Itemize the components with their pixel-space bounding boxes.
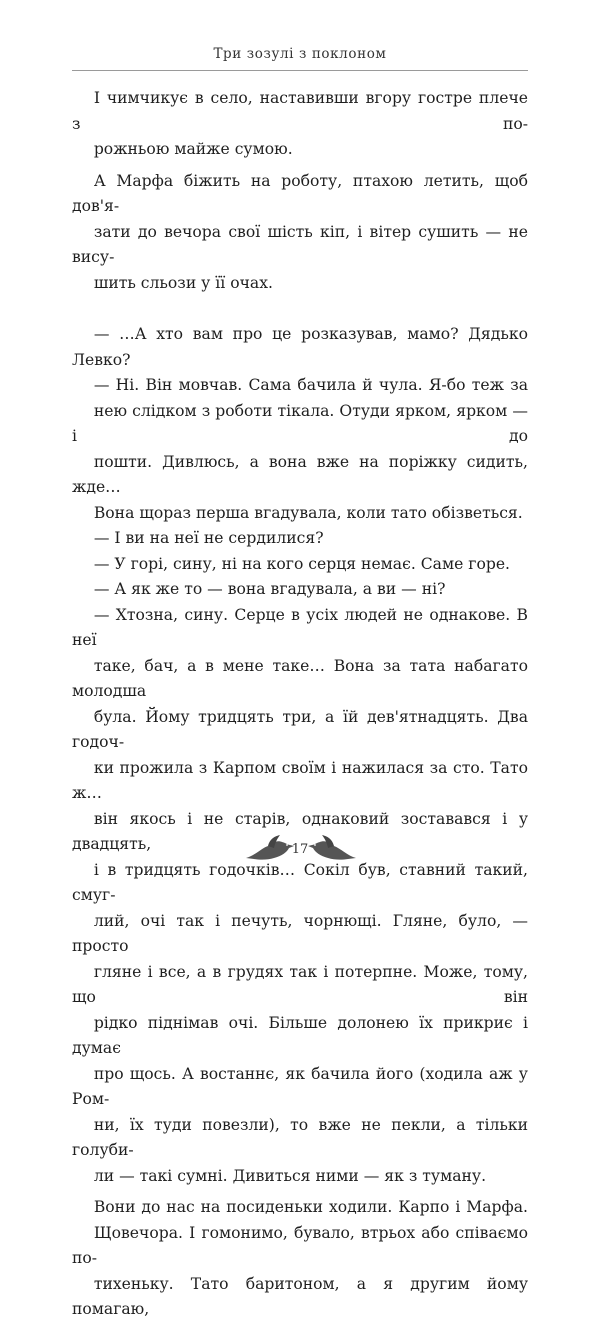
text-line: — А як же то — вона вгадувала, а ви — ні? <box>93 580 446 598</box>
text-line: шить сльози у її очах. <box>93 273 273 292</box>
text-line: таке, бач, а в мене таке… Вона за тата набагато молодша <box>72 656 528 700</box>
text-line: він якось і не старів, однаковий зоставався і у двадцять, <box>72 809 528 853</box>
text-line: пошти. Дивлюсь, а вона вже на поріжку сидить, жде… <box>72 452 528 496</box>
text-line: — Хтозна, сину. Серце в усіх людей не однакове. В неї <box>72 605 528 649</box>
text-line: рідко піднімав очі. Більше долонею їх прикриє і думає <box>72 1013 528 1057</box>
text-line: — Ні. Він мовчав. Сама бачила й чула. Я-бо теж за <box>93 376 528 394</box>
body-text <box>72 86 528 1323</box>
text-line: ли — такі сумні. Дивиться ними — як з туману. <box>93 1166 487 1185</box>
text-line: Вона щораз перша вгадувала, коли тато обізветься. <box>93 503 523 522</box>
paragraph <box>72 552 528 578</box>
paragraph <box>72 1195 528 1323</box>
paragraph <box>72 603 528 1190</box>
text-line: — …А хто вам про це розказував, мамо? Дядько Левко? <box>72 325 528 369</box>
text-line: Вони до нас на посиденьки ходили. Карпо і Марфа. <box>93 1198 528 1216</box>
text-line: рожньою майже сумою. <box>93 140 293 158</box>
text-line: і в тридцять годочків… Сокіл був, ставний такий, смуг- <box>72 860 528 904</box>
text-line: А Марфа біжить на роботу, птахою летить, щоб дов'я- <box>72 171 528 215</box>
text-line: ки прожила з Карпом своїм і нажилася за сто. Тато ж… <box>72 758 528 802</box>
text-line: ни, їх туди повезли), то вже не пекли, а тільки голуби- <box>72 1115 528 1159</box>
text-line: була. Йому тридцять три, а їй дев'ятнадцять. Два годоч- <box>72 707 528 751</box>
paragraph <box>72 526 528 552</box>
page-number: 17 <box>291 842 309 857</box>
text-line: нею слідком з роботи тікала. Отуди ярком, ярком — і до <box>72 401 528 445</box>
paragraph <box>72 169 528 297</box>
text-line: зати до вечора свої шість кіп, і вітер сушить — не вису- <box>72 222 528 266</box>
text-line: про щось. А востаннє, як бачила його (ходила аж у Ром- <box>72 1064 528 1108</box>
text-line: лий, очі так і печуть, чорнющі. Гляне, було, — просто <box>72 911 528 955</box>
paragraph <box>72 322 528 373</box>
paragraph <box>72 373 528 526</box>
paragraph <box>72 577 528 603</box>
page-footer <box>0 832 600 872</box>
text-line: — У горі, сину, ні на кого серця немає. Саме горе. <box>93 554 511 573</box>
text-line: тихеньку. Тато баритоном, а я другим йому помагаю, <box>72 1274 528 1318</box>
header-rule <box>72 70 528 71</box>
bird-ornament-right-icon <box>306 834 358 864</box>
text-line: — І ви на неї не сердилися? <box>93 529 324 547</box>
text-line: гляне і все, а в грудях так і потерпне. Може, тому, що він <box>72 962 528 1006</box>
text-line: Щовечора. І гомонимо, бувало, втрьох або співаємо по- <box>72 1223 528 1267</box>
text-line: І чимчикує в село, наставивши вгору гостре плече з по- <box>72 89 528 133</box>
paragraph <box>72 86 528 163</box>
running-head: Три зозулі з поклоном <box>213 46 387 62</box>
